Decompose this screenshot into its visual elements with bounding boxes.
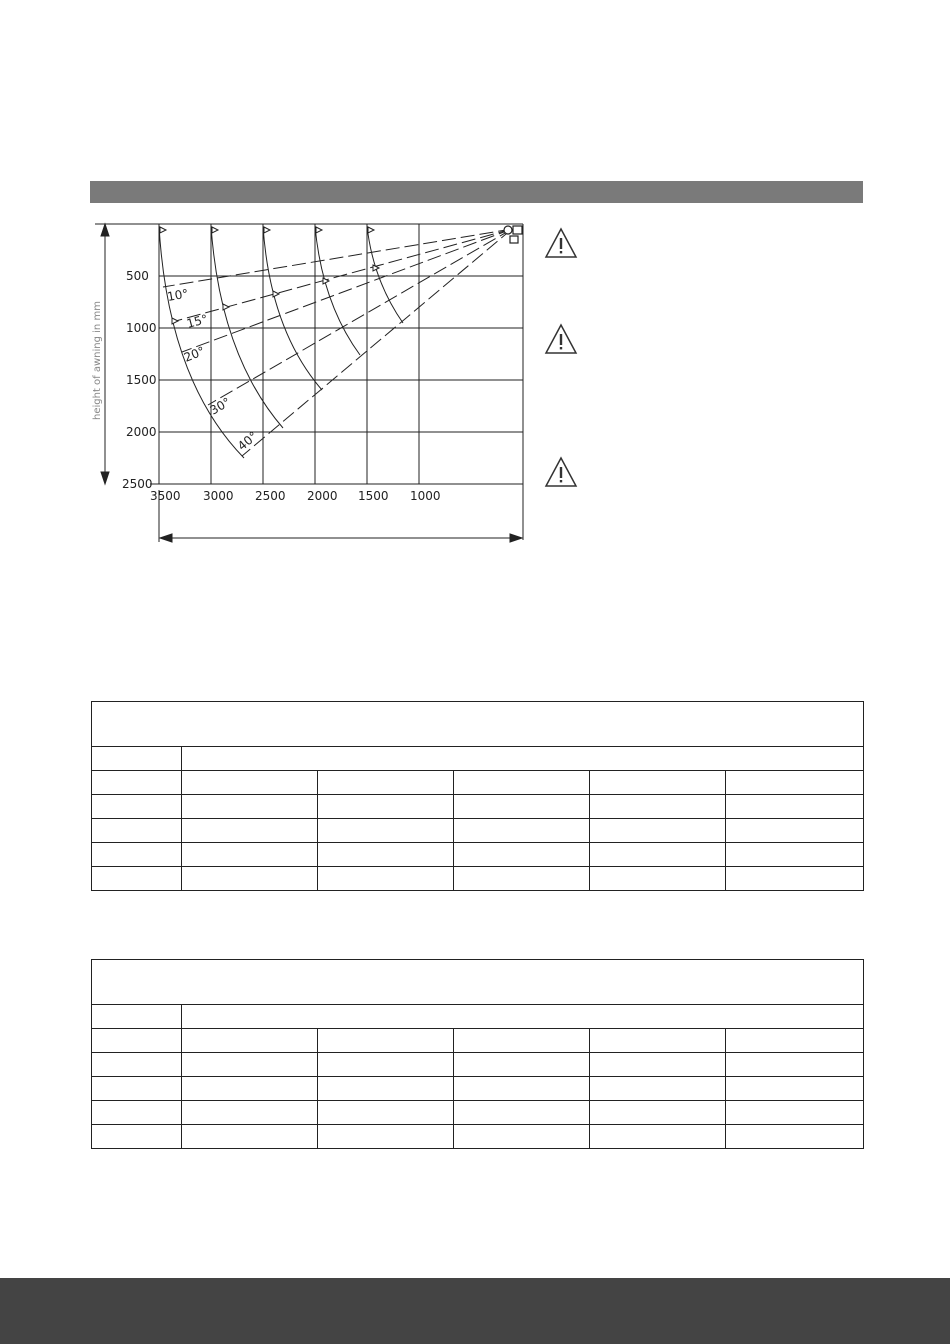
table-row — [92, 1125, 864, 1149]
angle-label-40: 40° — [234, 428, 261, 454]
x-tick-2500: 2500 — [255, 489, 286, 503]
projection-arcs — [159, 226, 403, 458]
y-tick-2000: 2000 — [126, 425, 157, 439]
table-cell — [92, 1005, 182, 1029]
table-title — [92, 702, 864, 747]
y-tick-1500: 1500 — [126, 373, 157, 387]
warning-triangle-icon — [544, 323, 578, 355]
table-cell — [182, 747, 864, 771]
spec-table-1 — [91, 701, 864, 891]
awning-angle-diagram — [0, 0, 950, 560]
table-row — [92, 1101, 864, 1125]
footer-bar — [0, 1278, 950, 1344]
warning-triangle-icon — [544, 227, 578, 259]
height-dimension-arrow — [95, 224, 159, 484]
table-cell — [182, 1005, 864, 1029]
table-row — [92, 1077, 864, 1101]
angle-label-15: 15° — [185, 311, 210, 331]
table-row — [92, 795, 864, 819]
y-tick-1000: 1000 — [126, 321, 157, 335]
y-tick-500: 500 — [126, 269, 149, 283]
table-row — [92, 771, 864, 795]
x-tick-1500: 1500 — [358, 489, 389, 503]
y-tick-2500: 2500 — [122, 477, 153, 491]
warning-triangle-icon — [544, 456, 578, 488]
table-row — [92, 843, 864, 867]
spec-table-2 — [91, 959, 864, 1149]
table-row — [92, 819, 864, 843]
x-tick-2000: 2000 — [307, 489, 338, 503]
table-title — [92, 960, 864, 1005]
table-row — [92, 1029, 864, 1053]
x-tick-1000: 1000 — [410, 489, 441, 503]
angle-label-30: 30° — [207, 394, 233, 418]
table-cell — [92, 747, 182, 771]
x-tick-3000: 3000 — [203, 489, 234, 503]
pivot-bracket-icon — [504, 226, 522, 243]
angle-label-20: 20° — [181, 343, 207, 365]
angle-label-10: 10° — [166, 286, 190, 304]
x-tick-3500: 3500 — [150, 489, 181, 503]
table-row — [92, 867, 864, 891]
table-row — [92, 1053, 864, 1077]
y-axis-label: height of awning in mm — [92, 301, 103, 420]
